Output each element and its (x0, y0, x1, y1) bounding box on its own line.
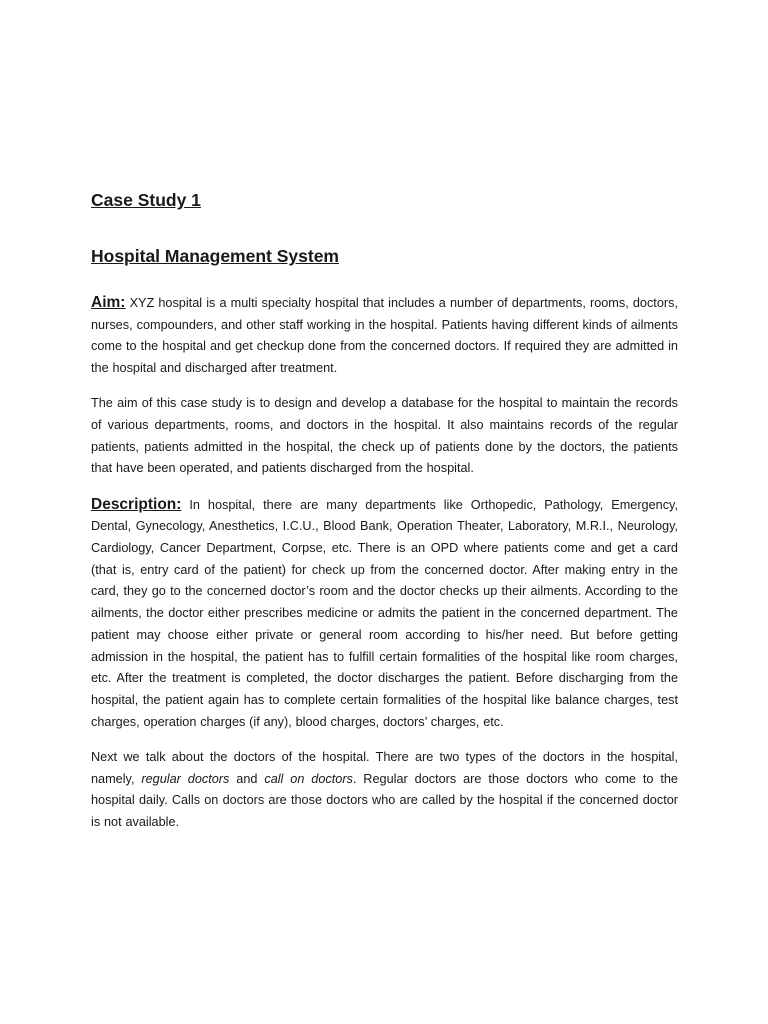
aim-paragraph-2: The aim of this case study is to design and develop a database for the hospital to maintain the records of various departments, rooms, and doctors in the hospital. It also maintains records of the regular patients, patients admitted in the hospital, the check up of patients done by the doctors, the patients that have been operated, and patients discharged from the hospital. (91, 396, 678, 476)
description-label-colon: : (176, 495, 182, 513)
description-paragraph (91, 494, 678, 734)
regular-doctors-term: regular doctors (141, 771, 230, 786)
aim-label: Aim: (91, 294, 126, 311)
aim-paragraph (91, 292, 678, 380)
doctors-text-3: . Regular doctors are those doctors who come to the hospital daily. Calls on doctors are those doctors who are called by the hospital if the concerned doctor is not available. (91, 771, 678, 829)
doctors-text-2: and (229, 771, 265, 786)
doctors-text-1: Next we talk about the doctors of the hospital. There are two types of the doctors in the hospital, namely, (91, 749, 678, 786)
case-study-title: Case Study 1 (91, 190, 201, 210)
description-label (91, 496, 181, 513)
call-on-doctors-term: call on doctors (264, 771, 353, 786)
description-text: In hospital, there are many departments like Orthopedic, Pathology, Emergency, Dental, Gynecology, Anesthetics, I.C.U., Blood Bank, Operation Theater, Laboratory, M.R.I., Neurology, Cardiology, Cancer Department, Corpse, etc. There is an OPD where patients come and get a card (that is, entry card of the patient) for check up from the concerned doctor. After making entry in the card, they go to the concerned doctor’s room and the doctor checks up their ailments. According to the ailments, the doctor either prescribes medicine or admits the patient in the concerned department. The patient may choose either private or general room according to his/her need. But before getting admission in the hospital, the patient has to fulfill certain formalities of the hospital like room charges, etc. After the treatment is completed, the doctor discharges the patient. Before discharging from the hospital, the patient again has to complete certain formalities of the hospital like balance charges, test charges, operation charges (if any), blood charges, doctors’ charges, etc. (91, 497, 678, 729)
document-page (91, 186, 678, 847)
description-label-word: Description (91, 495, 177, 513)
aim-text: XYZ hospital is a multi specialty hospital that includes a number of departments, rooms, doctors, nurses, compounders, and other staff working in the hospital. Patients having different kinds of ailments come to the hospital and get checkup done from the concerned doctors. If required they are admitted in the hospital and discharged after treatment. (91, 296, 678, 376)
doctors-paragraph (91, 747, 678, 834)
document-title: Hospital Management System (91, 246, 339, 266)
